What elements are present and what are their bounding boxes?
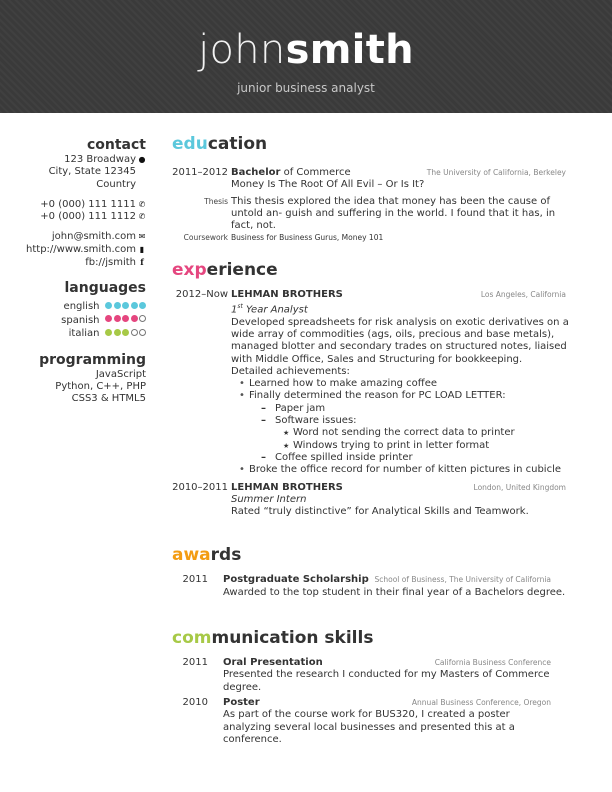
education-entry bbox=[172, 167, 572, 192]
level-dot-icon bbox=[139, 315, 146, 322]
degree-rest: of Commerce bbox=[280, 167, 351, 178]
award-text: Awarded to the top student in their final year of a Bachelors degree. bbox=[223, 586, 566, 598]
comm-org: Annual Business Conference, Oregon bbox=[411, 697, 551, 707]
language-level bbox=[104, 327, 147, 339]
comm-name: Oral Presentation bbox=[223, 657, 323, 669]
list-item bbox=[239, 378, 572, 390]
job-role-sup: st bbox=[237, 303, 243, 311]
first-name: john bbox=[198, 27, 286, 73]
sub-item-text: Coffee spilled inside printer bbox=[275, 451, 413, 463]
email-link[interactable]: john@smith.com bbox=[51, 231, 136, 243]
level-dot-icon bbox=[114, 302, 121, 309]
phone-2-text: +0 (000) 111 1112 bbox=[40, 211, 136, 223]
achievement-text: Learned how to make amazing coffee bbox=[249, 378, 437, 390]
awards-title-highlight: awa bbox=[172, 545, 211, 566]
coursework-entry bbox=[172, 232, 572, 244]
job-date: 2010–2011 bbox=[172, 481, 228, 493]
language-name: spanish bbox=[61, 314, 100, 326]
facebook-link[interactable]: fb://jsmith bbox=[85, 257, 136, 269]
programming-item: Python, C++, PHP bbox=[55, 381, 146, 393]
list-item bbox=[239, 390, 572, 402]
communication-title-rest: munication skills bbox=[211, 628, 374, 649]
name bbox=[0, 28, 612, 72]
thesis-text: This thesis explored the idea that money has been the cause of untold an- guish and suffering in the world. I found that it has, in fact, not. bbox=[231, 195, 556, 232]
languages-list bbox=[0, 300, 146, 340]
address-line-2 bbox=[0, 166, 146, 178]
programming-title: programming bbox=[39, 351, 146, 368]
main-content bbox=[172, 133, 572, 746]
list-item bbox=[261, 415, 572, 452]
communication-title-highlight: com bbox=[172, 628, 212, 649]
address-city: City, State 12345 bbox=[48, 166, 136, 178]
map-marker-icon: ● bbox=[138, 155, 146, 164]
bookmark-icon: ▮ bbox=[139, 244, 145, 254]
experience-title-highlight: exp bbox=[172, 259, 207, 280]
language-name: italian bbox=[68, 328, 100, 340]
language-level bbox=[104, 314, 147, 326]
address-street: 123 Broadway bbox=[64, 154, 136, 165]
achievements-list bbox=[239, 378, 572, 403]
phone-icon: ✆ bbox=[138, 199, 146, 209]
job-role-rest: Year Analyst bbox=[242, 304, 308, 316]
education-title bbox=[172, 133, 572, 155]
comm-date: 2011 bbox=[182, 657, 208, 669]
contact-title: contact bbox=[86, 137, 146, 153]
email bbox=[0, 231, 146, 243]
job-description: Rated “truly distinctive” for Analytical Skills and Teamwork. bbox=[231, 506, 529, 518]
level-dot-icon bbox=[105, 315, 112, 322]
list-item bbox=[283, 427, 572, 439]
address-line-3 bbox=[0, 179, 146, 191]
job-title: junior business analyst bbox=[237, 81, 375, 95]
education-title-rest: cation bbox=[207, 134, 268, 154]
experience-title bbox=[172, 259, 572, 281]
language-row bbox=[0, 327, 146, 340]
sub-list bbox=[261, 403, 572, 464]
level-dot-icon bbox=[122, 302, 129, 309]
phone-1-text: +0 (000) 111 1111 bbox=[40, 198, 136, 210]
language-row bbox=[0, 314, 146, 327]
communication-entry bbox=[172, 657, 572, 694]
achievements-label: Detailed achievements: bbox=[231, 365, 350, 377]
job-company: LEHMAN BROTHERS bbox=[231, 288, 343, 300]
job-location: London, United Kingdom bbox=[473, 482, 566, 492]
sub-item-text: Software issues: bbox=[275, 415, 357, 427]
last-name: smith bbox=[285, 27, 414, 73]
awards-title bbox=[172, 544, 572, 566]
job-entry bbox=[172, 482, 572, 519]
level-dot-icon bbox=[131, 329, 138, 336]
communication-entry bbox=[172, 697, 572, 746]
comm-text: As part of the course work for BUS320, I created a poster analyzing several local businesses and presented this at a conference. bbox=[223, 709, 515, 745]
thesis-title: Money Is The Root Of All Evil – Or Is It? bbox=[231, 179, 425, 191]
education-date: 2011–2012 bbox=[172, 167, 228, 178]
website bbox=[0, 244, 146, 256]
comm-text: Presented the research I conducted for my Masters of Commerce degree. bbox=[223, 669, 550, 693]
language-row bbox=[0, 300, 146, 313]
address-country: Country bbox=[96, 178, 136, 190]
level-dot-icon bbox=[131, 302, 138, 309]
job-role bbox=[231, 301, 572, 317]
facebook-icon: f bbox=[140, 257, 144, 268]
award-name: Postgraduate Scholarship bbox=[223, 574, 369, 586]
level-dot-icon bbox=[139, 302, 146, 309]
website-link[interactable]: http://www.smith.com bbox=[26, 243, 136, 255]
level-dot-icon bbox=[122, 315, 129, 322]
achievements-list-cont bbox=[239, 464, 572, 476]
level-dot-icon bbox=[114, 315, 121, 322]
award-org: School of Business, The University of California bbox=[374, 575, 551, 585]
education-title-highlight: edu bbox=[172, 134, 208, 154]
phone-2 bbox=[0, 211, 146, 223]
thesis-label: Thesis bbox=[204, 196, 228, 206]
job-entry bbox=[172, 289, 572, 477]
facebook bbox=[0, 256, 146, 269]
list-item bbox=[261, 403, 572, 415]
list-item bbox=[261, 452, 572, 464]
coursework-text: Business for Business Gurus, Money 101 bbox=[231, 233, 384, 243]
level-dot-icon bbox=[105, 329, 112, 336]
address-line-1 bbox=[0, 154, 146, 166]
award-date: 2011 bbox=[182, 574, 208, 586]
sub-sub-item-text: Windows trying to print in letter format bbox=[293, 439, 490, 451]
job-location: Los Angeles, California bbox=[480, 289, 566, 299]
level-dot-icon bbox=[114, 329, 121, 336]
list-item bbox=[283, 440, 572, 452]
school-name: The University of California, Berkeley bbox=[426, 168, 566, 177]
header bbox=[0, 0, 612, 113]
job-description: Developed spreadsheets for risk analysis on exotic derivatives on a wide array of commodities (ags, oils, precious and base metals), managed blotter and secondary trades on structured notes, liaised with Middle Office, Sales and Structuring for bookkeeping. bbox=[231, 316, 569, 365]
phone-1 bbox=[0, 199, 146, 211]
sub-sub-list bbox=[283, 427, 572, 452]
communication-title bbox=[172, 627, 572, 649]
programming-item: JavaScript bbox=[95, 368, 146, 380]
language-level bbox=[104, 300, 147, 312]
experience-title-rest: erience bbox=[206, 259, 278, 280]
sub-item-text: Paper jam bbox=[275, 402, 326, 414]
sub-sub-item-text: Word not sending the correct data to printer bbox=[293, 427, 515, 439]
thesis-entry bbox=[172, 196, 572, 233]
phone-icon: ✆ bbox=[138, 212, 146, 222]
language-name: english bbox=[63, 301, 100, 313]
job-date: 2012–Now bbox=[175, 288, 228, 300]
comm-name: Poster bbox=[223, 696, 260, 708]
job-company: LEHMAN BROTHERS bbox=[231, 481, 343, 493]
job-role: Summer Intern bbox=[231, 493, 307, 505]
level-dot-icon bbox=[105, 302, 112, 309]
level-dot-icon bbox=[139, 329, 146, 336]
programming-item: CSS3 & HTML5 bbox=[71, 393, 146, 405]
coursework-label: Coursework bbox=[183, 233, 228, 243]
languages-title: languages bbox=[64, 280, 146, 297]
comm-date: 2010 bbox=[182, 696, 208, 708]
sidebar bbox=[0, 136, 146, 406]
awards-title-rest: rds bbox=[210, 545, 242, 566]
job-role-num: 1 bbox=[231, 304, 238, 316]
comm-org: California Business Conference bbox=[434, 658, 551, 668]
level-dot-icon bbox=[131, 315, 138, 322]
degree-bold: Bachelor bbox=[231, 167, 281, 178]
achievement-text: Broke the office record for number of kitten pictures in cubicle bbox=[249, 464, 561, 476]
level-dot-icon bbox=[122, 329, 129, 336]
achievement-text: Finally determined the reason for PC LOAD LETTER: bbox=[249, 390, 506, 402]
award-entry bbox=[172, 574, 572, 599]
list-item bbox=[239, 464, 572, 476]
envelope-icon: ✉ bbox=[138, 232, 146, 242]
